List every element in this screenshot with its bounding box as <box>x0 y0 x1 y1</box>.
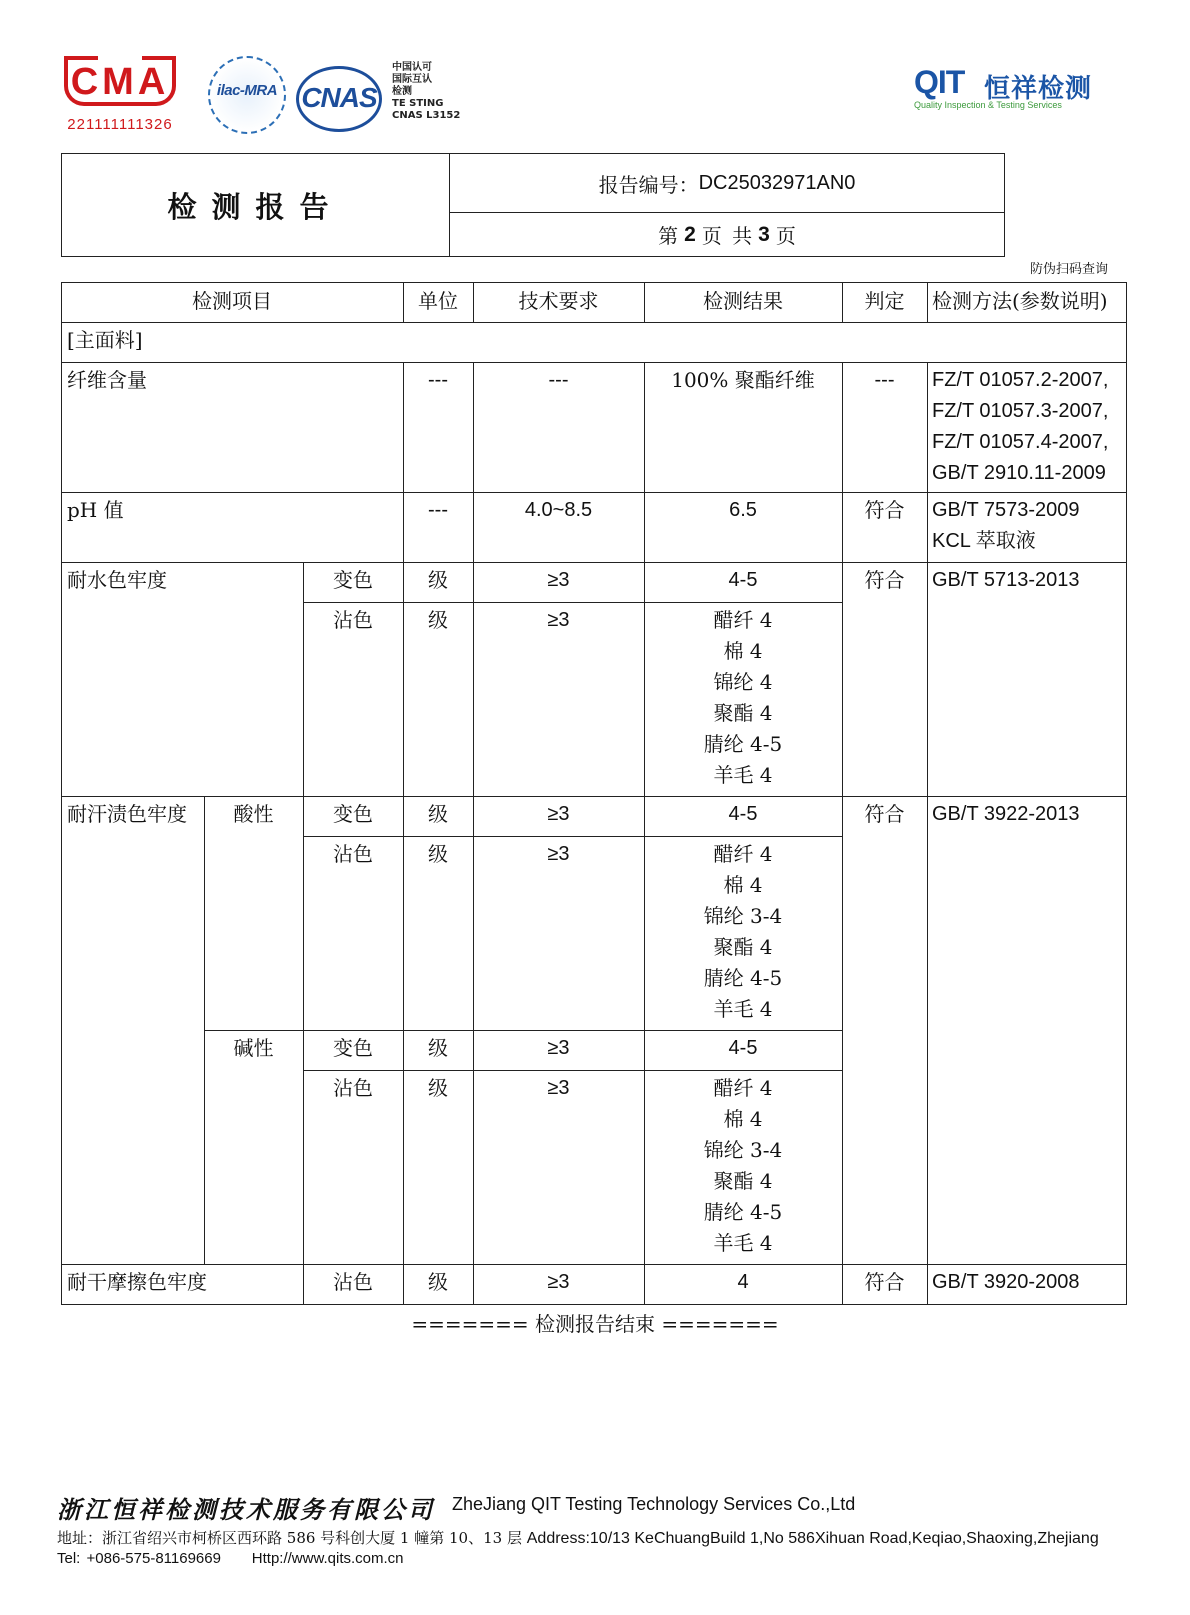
stain-result-line: 棉 4 <box>723 639 763 663</box>
report-number-row <box>450 154 1004 213</box>
company-address <box>57 1527 1099 1548</box>
qr-query-note: 防伪扫码查询 <box>1030 262 1109 277</box>
table-rule <box>61 562 1126 563</box>
ph-verdict: 符合 <box>864 498 905 522</box>
alkali-change-result: 4-5 <box>728 1037 758 1059</box>
method-line: FZ/T 01057.4-2007, <box>932 431 1109 453</box>
table-rule <box>303 602 842 603</box>
water-change-result: 4-5 <box>728 569 758 591</box>
cnas-caption-line: CNAS L3152 <box>392 110 461 121</box>
ph-item: pH 值 <box>67 498 124 522</box>
method-line: FZ/T 01057.3-2007, <box>932 400 1109 422</box>
company-contact <box>57 1550 404 1567</box>
ph-result: 6.5 <box>729 499 757 521</box>
fiber-item: 纤维含量 <box>67 368 147 392</box>
table-rule <box>61 322 1126 323</box>
water-stain-requirement: ≥3 <box>547 609 570 631</box>
stain-result-line: 腈纶 4-5 <box>703 732 783 756</box>
table-rule <box>1126 282 1127 1305</box>
col-header-unit: 单位 <box>418 289 458 313</box>
table-rule <box>61 282 1126 283</box>
stain-result-line: 羊毛 4 <box>713 763 773 787</box>
water-stain-unit: 级 <box>428 608 448 632</box>
acid-change-requirement: ≥3 <box>547 803 570 825</box>
method-line: GB/T 2910.11-2009 <box>932 462 1106 484</box>
fiber-unit: --- <box>428 369 448 391</box>
alkali-change-label: 变色 <box>333 1036 373 1060</box>
table-rule <box>204 796 205 1265</box>
ph-unit: --- <box>428 499 448 521</box>
report-number-label: 报告编号： <box>598 172 699 197</box>
report-end-marker: ======= 检测报告结束 ======= <box>411 1312 779 1336</box>
sweat-verdict: 符合 <box>864 802 905 826</box>
dry-rub-verdict: 符合 <box>864 1270 905 1294</box>
col-header-requirement: 技术要求 <box>518 289 599 313</box>
section-label: [主面料] <box>67 328 143 352</box>
alkali-change-requirement: ≥3 <box>547 1037 570 1059</box>
table-rule <box>927 282 928 323</box>
cma-number: 221111111326 <box>67 116 173 133</box>
qit-logo <box>914 64 1094 114</box>
ph-requirement: 4.0~8.5 <box>524 499 593 521</box>
stain-result-line: 醋纤 4 <box>713 842 773 866</box>
dry-rub-item: 耐干摩擦色牢度 <box>67 1270 207 1294</box>
water-method: GB/T 5713-2013 <box>932 569 1080 591</box>
telephone: Tel: +086-575-81169669 <box>57 1550 221 1567</box>
stain-result-line: 腈纶 4-5 <box>703 966 783 990</box>
stain-result-line: 聚酯 4 <box>713 935 773 959</box>
col-header-verdict: 判定 <box>864 289 905 313</box>
page-indicator <box>450 213 1004 256</box>
table-rule <box>303 1070 842 1071</box>
cnas-text: CNAS <box>301 82 377 113</box>
cnas-caption-line: 中国认可 <box>392 62 432 73</box>
fiber-result: 100% 聚酯纤维 <box>671 368 815 392</box>
page-total: 3 <box>758 222 770 246</box>
website: Http://www.qits.com.cn <box>251 1550 404 1567</box>
stain-result-line: 羊毛 4 <box>713 1231 773 1255</box>
acid-stain-label: 沾色 <box>333 842 373 866</box>
table-rule <box>61 362 1126 363</box>
sweat-item: 耐汗渍色牢度 <box>67 802 187 826</box>
fiber-method <box>932 365 1108 489</box>
table-rule <box>303 836 842 837</box>
qit-cn-name: 恒祥检测 <box>984 74 1093 104</box>
col-header-item: 检测项目 <box>192 289 272 313</box>
acid-label: 酸性 <box>233 802 274 826</box>
company-name-cn: 浙江恒祥检测技术服务有限公司 <box>57 1495 435 1524</box>
sweat-method: GB/T 3922-2013 <box>932 803 1080 825</box>
acid-change-unit: 级 <box>428 802 448 826</box>
report-title: 检测报告 <box>62 154 450 256</box>
ph-method <box>932 495 1080 557</box>
cnas-logo <box>296 60 380 132</box>
report-number: DC25032971AN0 <box>698 171 856 194</box>
stain-result-line: 锦纶 4 <box>713 670 773 694</box>
stain-result-line: 腈纶 4-5 <box>703 1200 783 1224</box>
water-verdict: 符合 <box>864 568 905 592</box>
acid-change-label: 变色 <box>333 802 373 826</box>
cnas-caption-line: 国际互认 <box>392 74 432 85</box>
table-rule <box>61 1264 1126 1265</box>
stain-result-line: 聚酯 4 <box>713 1169 773 1193</box>
water-item: 耐水色牢度 <box>67 568 167 592</box>
water-change-label: 变色 <box>333 568 373 592</box>
table-rule <box>204 1030 842 1031</box>
cma-logo <box>60 54 180 136</box>
table-rule <box>61 492 1126 493</box>
fiber-verdict: --- <box>874 369 895 391</box>
alkali-label: 碱性 <box>233 1036 274 1060</box>
page-mid: 页 共 <box>701 224 753 248</box>
cnas-caption <box>392 62 472 122</box>
method-line: KCL 萃取液 <box>932 530 1036 552</box>
stain-result-line: 锦纶 3-4 <box>703 904 783 928</box>
water-change-requirement: ≥3 <box>547 569 570 591</box>
report-header <box>61 153 1005 257</box>
alkali-stain-unit: 级 <box>428 1076 448 1100</box>
acid-stain-results <box>644 839 842 1025</box>
address-cn: 地址：浙江省绍兴市柯桥区西环路 586 号科创大厦 1 幢第 10、13 层 <box>57 1529 522 1547</box>
alkali-change-unit: 级 <box>428 1036 448 1060</box>
stain-result-line: 棉 4 <box>723 1107 763 1131</box>
water-stain-results <box>644 605 842 791</box>
dry-rub-requirement: ≥3 <box>547 1271 570 1293</box>
page-current: 2 <box>684 222 696 246</box>
stain-result-line: 棉 4 <box>723 873 763 897</box>
cnas-caption-line: TE STING <box>392 98 444 109</box>
page-prefix: 第 <box>658 224 679 248</box>
acid-stain-unit: 级 <box>428 842 448 866</box>
alkali-stain-results <box>644 1073 842 1259</box>
stain-result-line: 聚酯 4 <box>713 701 773 725</box>
stain-result-line: 醋纤 4 <box>713 1076 773 1100</box>
water-stain-label: 沾色 <box>333 608 373 632</box>
acid-stain-requirement: ≥3 <box>547 843 570 865</box>
stain-result-line: 羊毛 4 <box>713 997 773 1021</box>
dry-rub-sub: 沾色 <box>333 1270 373 1294</box>
col-header-method: 检测方法(参数说明) <box>932 289 1108 313</box>
alkali-stain-label: 沾色 <box>333 1076 373 1100</box>
cma-letters: CMA <box>70 61 170 103</box>
alkali-stain-requirement: ≥3 <box>547 1077 570 1099</box>
qit-slogan: Quality Inspection & Testing Services <box>914 100 1062 110</box>
qit-brand: QIT <box>914 64 965 100</box>
table-rule <box>61 282 62 1305</box>
stain-result-line: 醋纤 4 <box>713 608 773 632</box>
company-name-en: ZheJiang QIT Testing Technology Services Co.,Ltd <box>452 1494 856 1514</box>
cnas-caption-line: 检测 <box>392 86 412 97</box>
method-line: GB/T 7573-2009 <box>932 499 1080 521</box>
ilac-mra-logo <box>208 56 286 134</box>
table-rule <box>61 796 1126 797</box>
stain-result-line: 锦纶 3-4 <box>703 1138 783 1162</box>
dry-rub-result: 4 <box>737 1271 749 1293</box>
dry-rub-method: GB/T 3920-2008 <box>932 1271 1080 1293</box>
page-suffix: 页 <box>775 224 796 248</box>
method-line: FZ/T 01057.2-2007, <box>932 369 1109 391</box>
table-rule <box>303 562 304 1305</box>
col-header-result: 检测结果 <box>703 289 783 313</box>
table-rule <box>61 1304 1126 1305</box>
ilac-text: ilac-MRA <box>216 82 278 99</box>
fiber-requirement: --- <box>548 369 569 391</box>
acid-change-result: 4-5 <box>728 803 758 825</box>
dry-rub-unit: 级 <box>428 1270 448 1294</box>
water-change-unit: 级 <box>428 568 448 592</box>
table-rule <box>927 362 928 1305</box>
address-en: Address:10/13 KeChuangBuild 1,No 586Xihuan Road,Keqiao,Shaoxing,Zhejiang <box>526 1530 1099 1547</box>
